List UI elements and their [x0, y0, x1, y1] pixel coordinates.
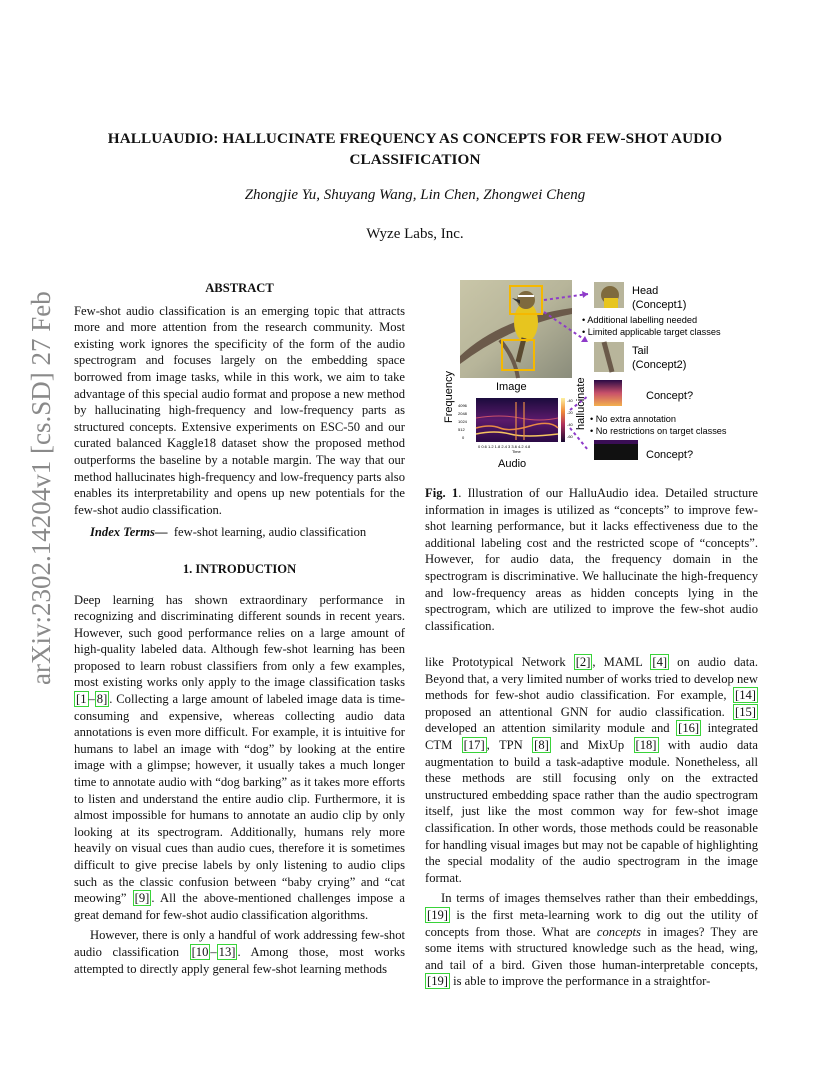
caption-label: Fig. 1 [425, 486, 459, 500]
intro-heading: 1. INTRODUCTION [182, 561, 297, 576]
intro-p1-text-b: . Collecting a large amount of labeled image data is time-consuming and expensive, whereas collecting audio data annotations is even more difficult. For example, it is intuitive for humans to label an image with “dog” by looking at the entire image with a glimpse; however, it usually takes a much longer time to annotate audio with “dog barking” as it takes more efforts to listen and understand the entire audio clip. Furthermore, it is almost impossible for humans to annotate an audio clip by only looking at its spectrogram. Additionally, humans rely more heavily on visual cues than audio cues, therefore it is sometimes difficult to give precise labels by only listening to audio clips such as the classic confusion between “baby crying” and “cat meowing” [74, 692, 405, 906]
citation-link[interactable]: [15] [735, 704, 756, 719]
ytick: 2048 [458, 411, 467, 416]
figure-concept-question-2: Concept? [646, 449, 694, 461]
figure-hallucinate-label: hallucinate [575, 377, 587, 430]
tail-crop [594, 342, 686, 372]
right-p1-text: , MAML [592, 655, 651, 669]
caption-text: . Illustration of our HalluAudio idea. Detailed structure information in images is utilized as “concepts” to improve few-shot learning performance, but it lacks effectiveness due to the additional labeling cost and the restricted scope of “concepts”. However, for audio data, the frequency domain in the spectrogram is discriminative. We hallucinate the high-frequency and low-frequency areas as hidden concepts lying in the spectrogram, which are utilized to improve the few-shot audio classification. [425, 486, 758, 633]
figure-bullet-4: • No restrictions on target classes [590, 426, 727, 436]
right-p1-text: , TPN [486, 737, 533, 752]
figure-concept2-label: (Concept2) [632, 359, 687, 371]
figure-bullet-2: • Limited applicable target classes [582, 327, 721, 337]
right-p2-text: is the first meta-learning work to dig out the utility of concepts from those. What are [425, 907, 758, 939]
abstract-heading: ABSTRACT [205, 281, 274, 295]
title-line-1: HALLUAUDIO: HALLUCINATE FREQUENCY AS CONCEPTS FOR FEW-SHOT AUDIO [107, 130, 723, 147]
cbar-tick: -40 [567, 422, 573, 427]
figure-caption [425, 485, 758, 634]
concept-crops [590, 380, 727, 461]
citation-link[interactable]: [14] [735, 688, 756, 703]
citation-link[interactable]: [1 [76, 692, 87, 707]
cbar-tick: -40 [567, 398, 573, 403]
right-p1-text: with audio data augmentation to build a task-adaptive module. Nonetheless, all these methods are still focusing only on the extracted unstructured embedding space rather than the audio spectrogram itself, just like the most common way for few-shot image classification. In other words, those methods could be reasonable for handling visual images but may not be capable of highlighting the special modality of the audio spectrogram in the image format. [425, 737, 758, 885]
right-p1-text: integrated CTM [425, 721, 759, 752]
left-column [74, 280, 405, 977]
citation-link[interactable]: [17] [463, 737, 485, 752]
right-p1-text: proposed an attentional GNN for audio classification. [425, 704, 734, 719]
figure-frequency-label: Frequency [443, 371, 455, 423]
xticks: 0 0.6 1.2 1.8 2.4 3 3.6 4.2 4.8 [478, 444, 531, 449]
arxiv-stamp-text: arXiv:2302.14204v1 [cs.SD] 27 Feb 2023 [26, 290, 56, 685]
figure-audio-label: Audio [498, 458, 527, 470]
cbar-tick: -20 [567, 410, 573, 415]
figure-concept-question-1: Concept? [646, 390, 694, 402]
cite-sep: – [210, 944, 217, 959]
right-p1-text: developed an attention similarity module and [425, 721, 677, 736]
title-line-2: CLASSIFICATION [349, 151, 481, 168]
citation-link[interactable]: [2] [575, 655, 591, 669]
figure-concept1-label: (Concept1) [632, 299, 687, 311]
intro-paragraph-1 [74, 592, 405, 924]
intro-paragraph-2 [74, 927, 405, 977]
citation-link[interactable]: [19] [427, 907, 448, 922]
authors: Zhongjie Yu, Shuyang Wang, Lin Chen, Zhongwei Cheng [244, 187, 586, 203]
right-p1-text: and MixUp [550, 737, 634, 752]
right-p2-text: In terms of images themselves rather than their embeddings, [441, 891, 758, 906]
figure-tail-label: Tail [632, 345, 649, 357]
figure-1 [440, 278, 760, 473]
ytick: 0 [462, 435, 465, 440]
intro-p1-text-c: . All the above-mentioned challenges impose a great demand for few-shot audio classification algorithms. [74, 891, 405, 922]
ytick: 512 [458, 427, 465, 432]
intro-p1-text-a: Deep learning has shown extraordinary performance in recognizing and discriminating different sounds in recent years. However, such good performance relies on a large amount of high-quality labeled data. Although few-shot learning has been proposed to learn robust classifiers from only a few examples, most existing works only apply to the image classification tasks [74, 592, 405, 690]
citation-link[interactable]: 8] [96, 692, 108, 707]
right-p1-text: on audio data. Beyond that, a very limited number of works tried to develop new methods for few-shot audio classification. For example, [425, 655, 758, 703]
cbar-tick: -60 [567, 434, 573, 439]
index-terms-label: Index Terms— [90, 525, 168, 540]
right-p2-text: in images? They are some items with structured knowledge such as the head, wing, and tail of a bird. Given those human-interpretable concepts, [425, 924, 758, 972]
citation-link[interactable]: [19] [427, 974, 448, 989]
cite-sep: – [88, 692, 95, 707]
index-terms-text: few-shot learning, audio classification [173, 525, 367, 540]
citation-link[interactable]: [16] [678, 721, 700, 736]
citation-link[interactable]: [18] [635, 737, 657, 752]
right-paragraph-2 [425, 890, 758, 990]
xaxis-label: Time [512, 449, 521, 454]
head-crop [582, 282, 721, 337]
affiliation: Wyze Labs, Inc. [366, 226, 464, 242]
figure-bullet-1: • Additional labelling needed [582, 315, 698, 325]
figure-head-label: Head [632, 285, 659, 297]
citation-link[interactable]: [9] [134, 891, 150, 906]
right-column [425, 654, 758, 990]
right-p1-text: like Prototypical Network [425, 655, 574, 669]
intro-p2-text-b: . Among those, most works attempted to directly apply general few-shot learning methods [74, 944, 405, 976]
citation-link[interactable]: [10 [191, 944, 209, 959]
citation-link[interactable]: [4] [652, 655, 668, 669]
ytick: 4096 [458, 403, 467, 408]
ytick: 1024 [458, 419, 467, 424]
citation-link[interactable]: [8] [534, 737, 549, 752]
paper-title [80, 128, 750, 170]
intro-p2-text-a: However, there is only a handful of work addressing few-shot audio classification [74, 928, 405, 959]
bird-image [460, 280, 572, 378]
figure-bullet-3: • No extra annotation [590, 414, 676, 424]
emphasis-concepts: concepts [596, 924, 641, 939]
right-paragraph-1 [425, 654, 758, 886]
right-p2-text: is able to improve the performance in a straightfor- [449, 974, 711, 989]
arxiv-stamp [8, 290, 68, 690]
index-terms [74, 524, 405, 541]
abstract-text: Few-shot audio classification is an emerging topic that attracts more and more attention from the research community. Most existing work ignores the specificity of the form of the audio spectrogram and focuses largely on the embedding space borrowed from image tasks, while in this work, we aim to take advantage of this special audio format and propose a new method by hallucinating high-frequency and low-frequency parts as structured concepts. Extensive experiments on ESC-50 and our curated balanced Kaggle18 dataset show the proposed method outperforms the baseline by a notable margin. The way that our method hallucinates high-frequency and low-frequency parts also enables its interpretability and opens up new potentials for the few-shot audio classification. [74, 303, 405, 517]
figure-image-label: Image [496, 381, 527, 393]
citation-link[interactable]: 13] [218, 944, 236, 959]
